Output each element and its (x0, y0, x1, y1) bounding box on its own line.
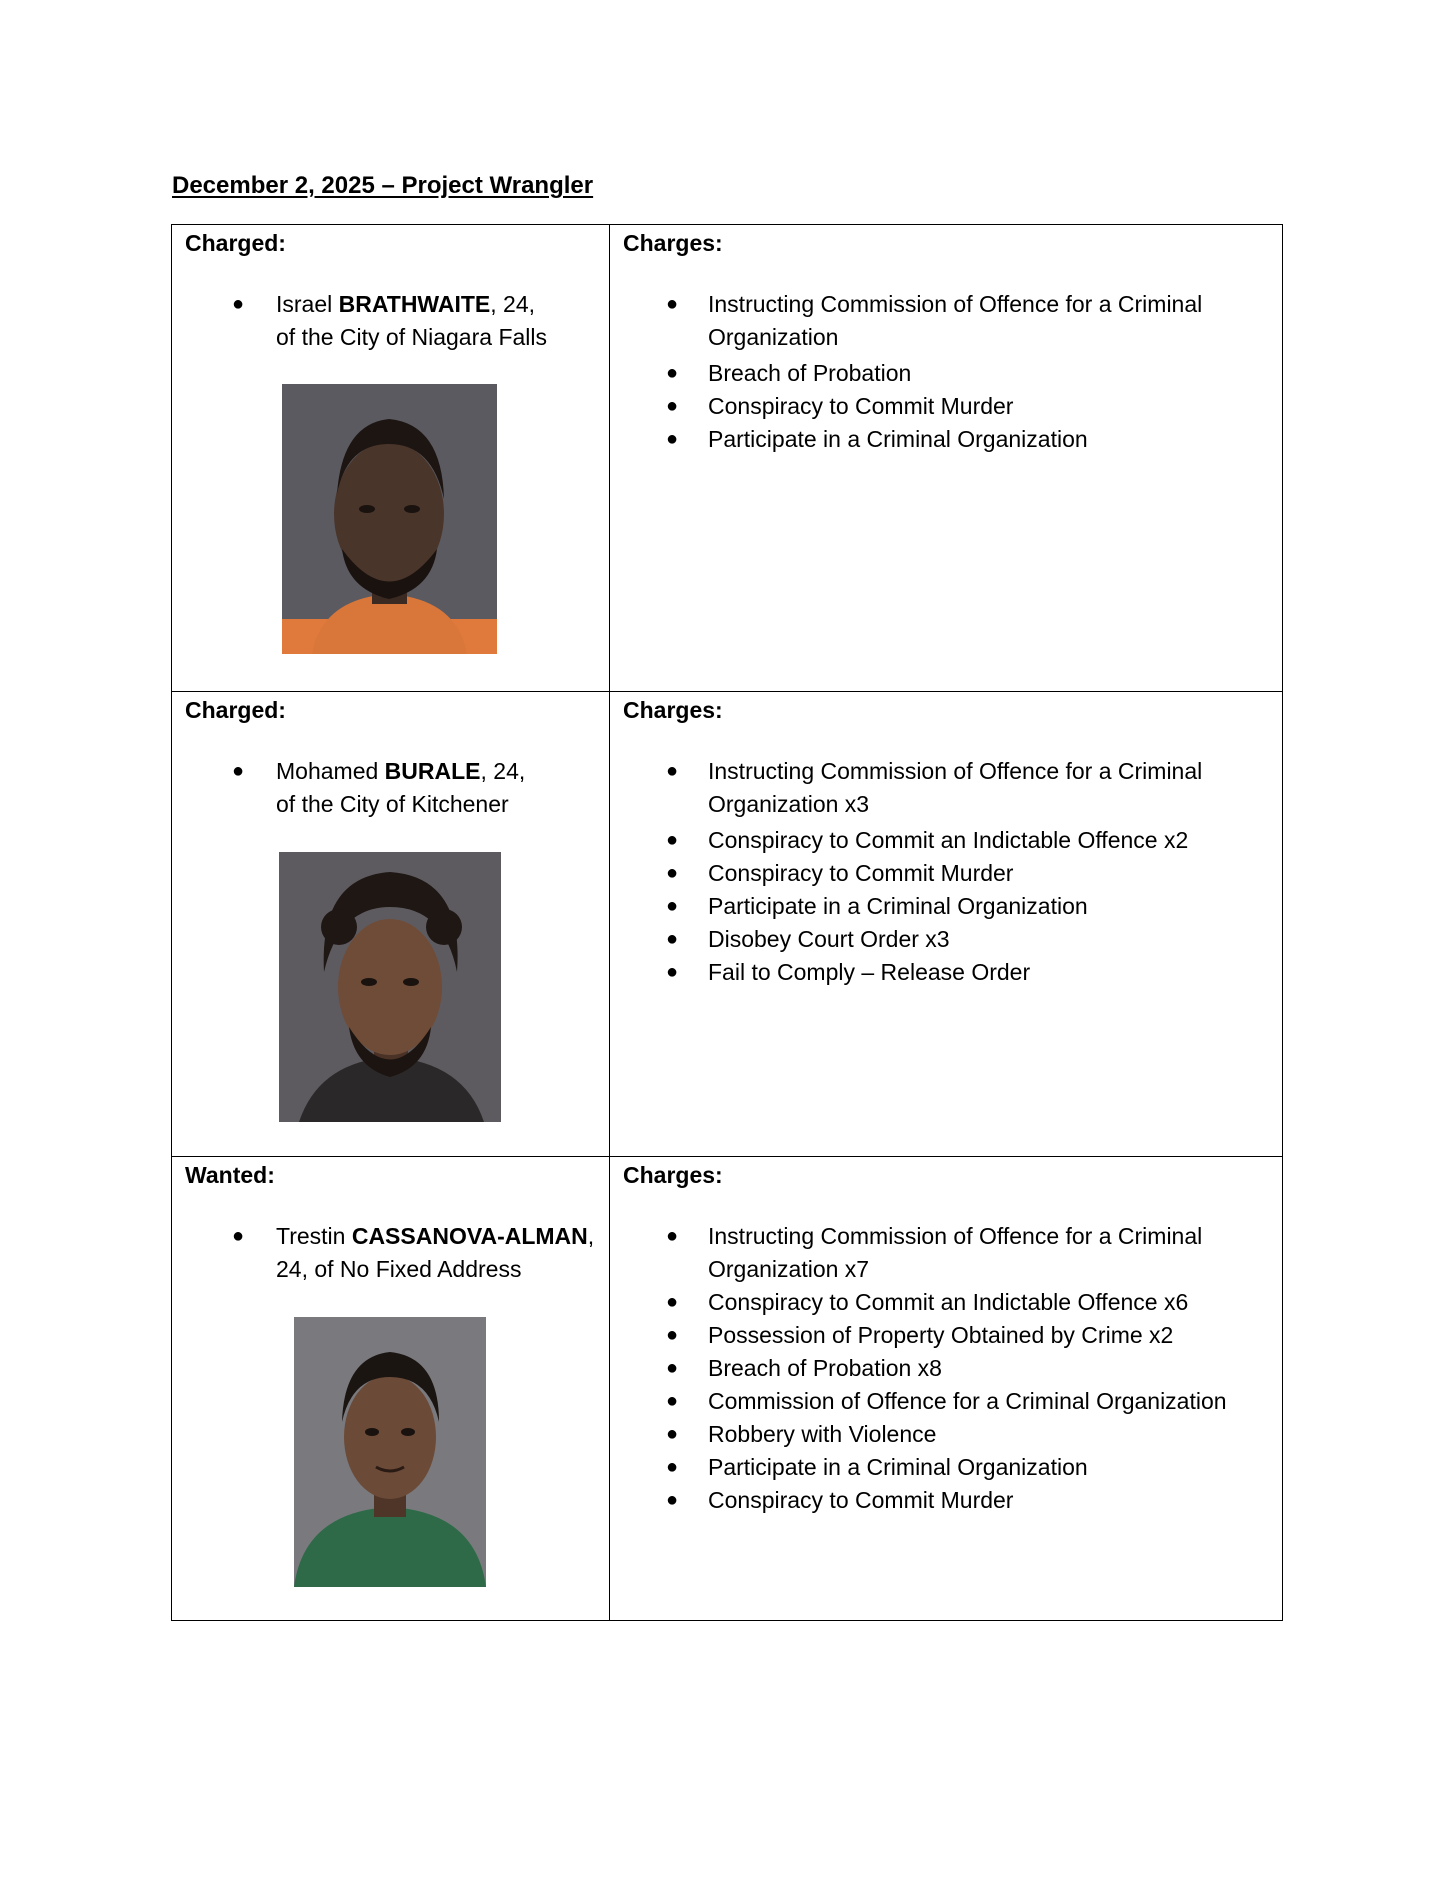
surname: BURALE (384, 758, 481, 784)
mugshot-photo (282, 384, 497, 654)
status-label: Wanted: (185, 1162, 275, 1188)
bullet-icon: ● (666, 1357, 679, 1379)
charges-cell (610, 225, 1282, 691)
bullet-icon: ● (232, 760, 245, 782)
list-item: ● Conspiracy to Commit Murder (666, 390, 1266, 423)
bullet-icon: ● (666, 895, 679, 917)
list-item: ● Breach of Probation x8 (666, 1352, 1266, 1385)
residence: of the City of Niagara Falls (276, 324, 548, 350)
charges-cell (610, 1157, 1282, 1620)
list-item: ● Conspiracy to Commit Murder (666, 1484, 1266, 1517)
list-item: ● Disobey Court Order x3 (666, 923, 1266, 956)
person-cell (172, 1157, 610, 1620)
bullet-icon: ● (666, 293, 679, 315)
bullet-icon: ● (232, 293, 245, 315)
bullet-icon: ● (666, 1225, 679, 1247)
charges-list (666, 1220, 1266, 1517)
bullet-icon: ● (666, 1291, 679, 1313)
list-item: ● Instructing Commission of Offence for a Criminal Organization (666, 288, 1266, 354)
mugshot-photo (279, 852, 501, 1122)
first-name: Israel (276, 291, 339, 317)
person-entry (232, 1220, 602, 1286)
age-suffix: , 24, (480, 758, 526, 784)
person-entry (232, 288, 602, 354)
surname: BRATHWAITE (338, 291, 491, 317)
bullet-icon: ● (666, 961, 679, 983)
charges-cell (610, 692, 1282, 1156)
charges-table (171, 224, 1283, 1621)
table-row (172, 225, 1282, 691)
list-item: ● Robbery with Violence (666, 1418, 1266, 1451)
bullet-icon: ● (232, 1225, 245, 1247)
document-title: December 2, 2025 – Project Wrangler (172, 172, 594, 199)
surname: CASSANOVA-ALMAN (351, 1223, 588, 1249)
first-name: Mohamed (276, 758, 385, 784)
bullet-icon: ● (666, 829, 679, 851)
residence: 24, of No Fixed Address (276, 1256, 522, 1282)
bullet-icon: ● (666, 428, 679, 450)
table-row (172, 1156, 1282, 1620)
bullet-icon: ● (666, 1456, 679, 1478)
bullet-icon: ● (666, 362, 679, 384)
list-item: ● Conspiracy to Commit an Indictable Offence x2 (666, 824, 1266, 857)
bullet-icon: ● (666, 928, 679, 950)
charges-label: Charges: (623, 697, 723, 723)
list-item: ● Participate in a Criminal Organization (666, 423, 1266, 456)
list-item: ● Fail to Comply – Release Order (666, 956, 1266, 989)
bullet-icon: ● (666, 1324, 679, 1346)
age-suffix: , 24, (490, 291, 536, 317)
list-item: ● Commission of Offence for a Criminal Organization (666, 1385, 1266, 1418)
charges-list (666, 755, 1266, 989)
residence: of the City of Kitchener (276, 791, 509, 817)
list-item: ● Conspiracy to Commit an Indictable Offence x6 (666, 1286, 1266, 1319)
person-entry (232, 755, 602, 821)
list-item: ● Participate in a Criminal Organization (666, 890, 1266, 923)
bullet-icon: ● (666, 1390, 679, 1412)
person-cell (172, 225, 610, 691)
charges-label: Charges: (623, 230, 723, 256)
charges-list (666, 288, 1266, 456)
status-label: Charged: (185, 697, 286, 723)
status-label: Charged: (185, 230, 286, 256)
list-item: ● Instructing Commission of Offence for a Criminal Organization x3 (666, 755, 1266, 821)
bullet-icon: ● (666, 1423, 679, 1445)
list-item: ● Breach of Probation (666, 357, 1266, 390)
list-item: ● Conspiracy to Commit Murder (666, 857, 1266, 890)
first-name: Trestin (276, 1223, 352, 1249)
person-cell (172, 692, 610, 1156)
bullet-icon: ● (666, 1489, 679, 1511)
list-item: ● Possession of Property Obtained by Crime x2 (666, 1319, 1266, 1352)
bullet-icon: ● (666, 862, 679, 884)
age-suffix: , (587, 1223, 595, 1249)
mugshot-photo (294, 1317, 486, 1587)
bullet-icon: ● (666, 760, 679, 782)
list-item: ● Instructing Commission of Offence for a Criminal Organization x7 (666, 1220, 1266, 1286)
table-row (172, 691, 1282, 1156)
charges-label: Charges: (623, 1162, 723, 1188)
bullet-icon: ● (666, 395, 679, 417)
list-item: ● Participate in a Criminal Organization (666, 1451, 1266, 1484)
